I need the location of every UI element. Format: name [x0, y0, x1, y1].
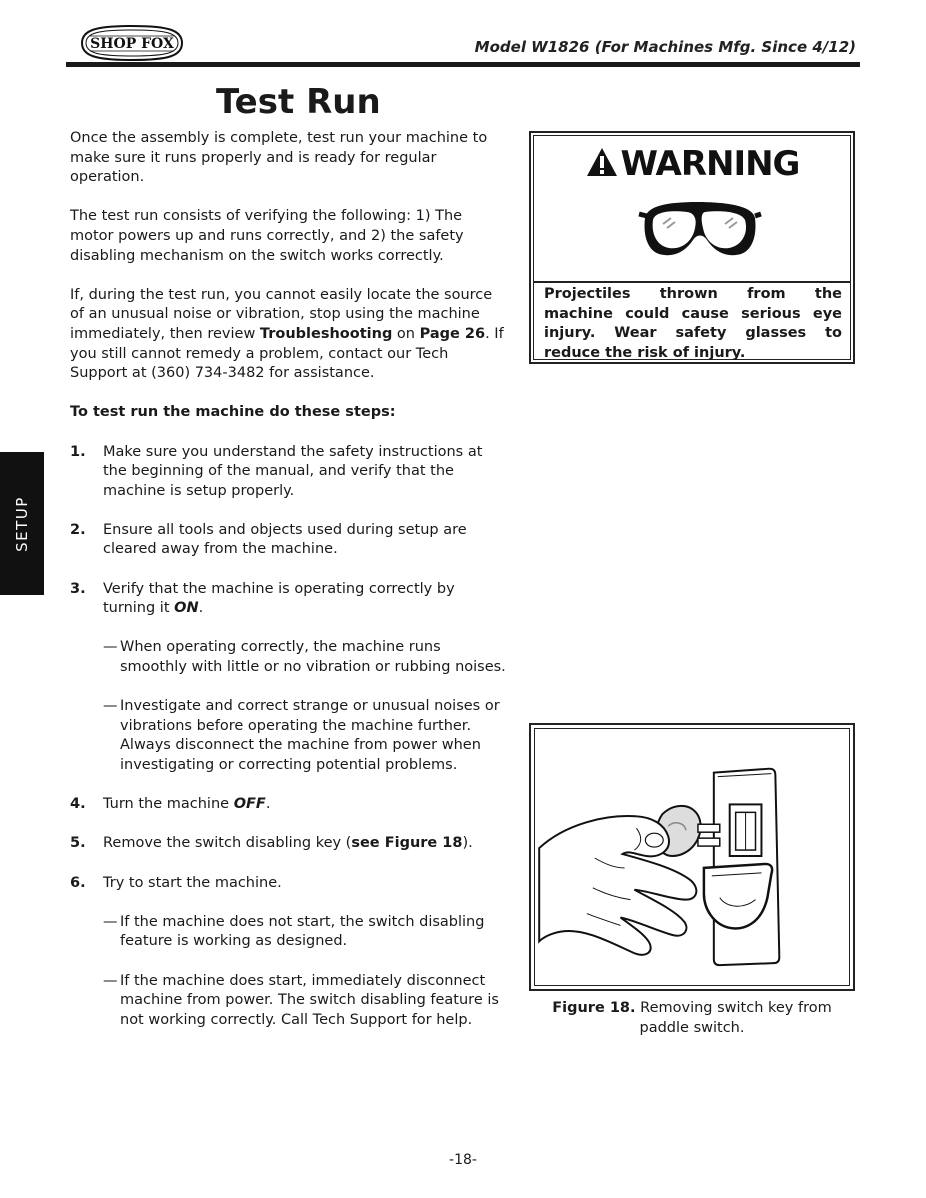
troubleshooting-reference: Troubleshooting [259, 325, 393, 342]
steps-heading: To test run the machine do these steps: [70, 404, 396, 421]
troubleshooting-paragraph: If, during the test run, you cannot easily locate the source of an unusual noise or vibration, stop using the machine immediately, then review Troubleshooting on Page 26. If you still cannot remedy a problem, contact our Tech Support at (360) 734-3482 for assistance. [70, 286, 504, 382]
warning-box [529, 131, 855, 364]
figure-reference: see Figure 18 [351, 835, 463, 852]
main-text-column [70, 129, 508, 1050]
model-header: Model W1826 (For Machines Mfg. Since 4/12) [474, 38, 856, 56]
safety-goggles-icon [637, 194, 763, 266]
step-6-sub-2: — If the machine does start, immediately disconnect machine from power. The switch disabling feature is not working correctly. Call Tech Support for help. [103, 972, 499, 1028]
shop-fox-logo [76, 22, 188, 64]
section-tab-setup [0, 452, 44, 595]
step-6 [70, 874, 508, 894]
step-number: 5. [70, 835, 86, 852]
step-4: 4. Turn the machine OFF. [70, 795, 508, 815]
step-3-sub-2: — Investigate and correct strange or unusual noises or vibrations before operating the machine further. Always disconnect the machine from power when investigating or correcting potential problems. [103, 698, 500, 773]
step-text: Ensure all tools and objects used during setup are cleared away from the machine. [103, 521, 467, 558]
header-rule [66, 62, 860, 67]
step-number: 6. [70, 874, 86, 891]
switch-key-removal-illustration [535, 729, 849, 985]
page-number: -18- [449, 1152, 477, 1168]
step-1 [70, 443, 508, 502]
logo-wordmark: SHOP FOX [90, 36, 174, 52]
step-number: 2. [70, 521, 86, 538]
step-text: Make sure you understand the safety instructions at the beginning of the manual, and verify that the machine is setup properly. [103, 443, 483, 499]
step-6-sub-1: — If the machine does not start, the switch disabling feature is working as designed. [103, 913, 485, 950]
figure-label: Figure 18. [552, 1000, 636, 1016]
section-tab-label: SETUP [13, 495, 31, 552]
step-5: 5. Remove the switch disabling key (see Figure 18). [70, 834, 508, 854]
page-title: Test Run [216, 82, 381, 122]
step-2 [70, 521, 508, 560]
step-number: 3. [70, 580, 86, 597]
step-number: 4. [70, 796, 86, 813]
warning-heading: WARNING [534, 144, 850, 184]
step-text: Try to start the machine. [103, 874, 282, 891]
step-3-sub-1: — When operating correctly, the machine runs smoothly with little or no vibration or rubbing noises. [103, 639, 506, 676]
step-3: 3. Verify that the machine is operating correctly by turning it ON. [70, 580, 455, 617]
warning-divider [534, 281, 850, 283]
warning-message: Projectiles thrown from the machine could cause serious eye injury. Wear safety glasses to reduce the risk of injury. [544, 286, 842, 361]
figure-18-caption: Figure 18. Removing switch key from paddle switch. [552, 1000, 832, 1036]
warning-triangle-icon [585, 146, 619, 178]
intro-paragraph-2: The test run consists of verifying the following: 1) The motor powers up and runs correctly, and 2) the safety disabling mechanism on the switch works correctly. [70, 208, 464, 264]
page-reference: Page 26 [419, 325, 486, 342]
step-number: 1. [70, 443, 86, 460]
figure-18-box [529, 723, 855, 991]
intro-paragraph-1: Once the assembly is complete, test run your machine to make sure it runs properly and is ready for regular operation. [70, 130, 488, 186]
